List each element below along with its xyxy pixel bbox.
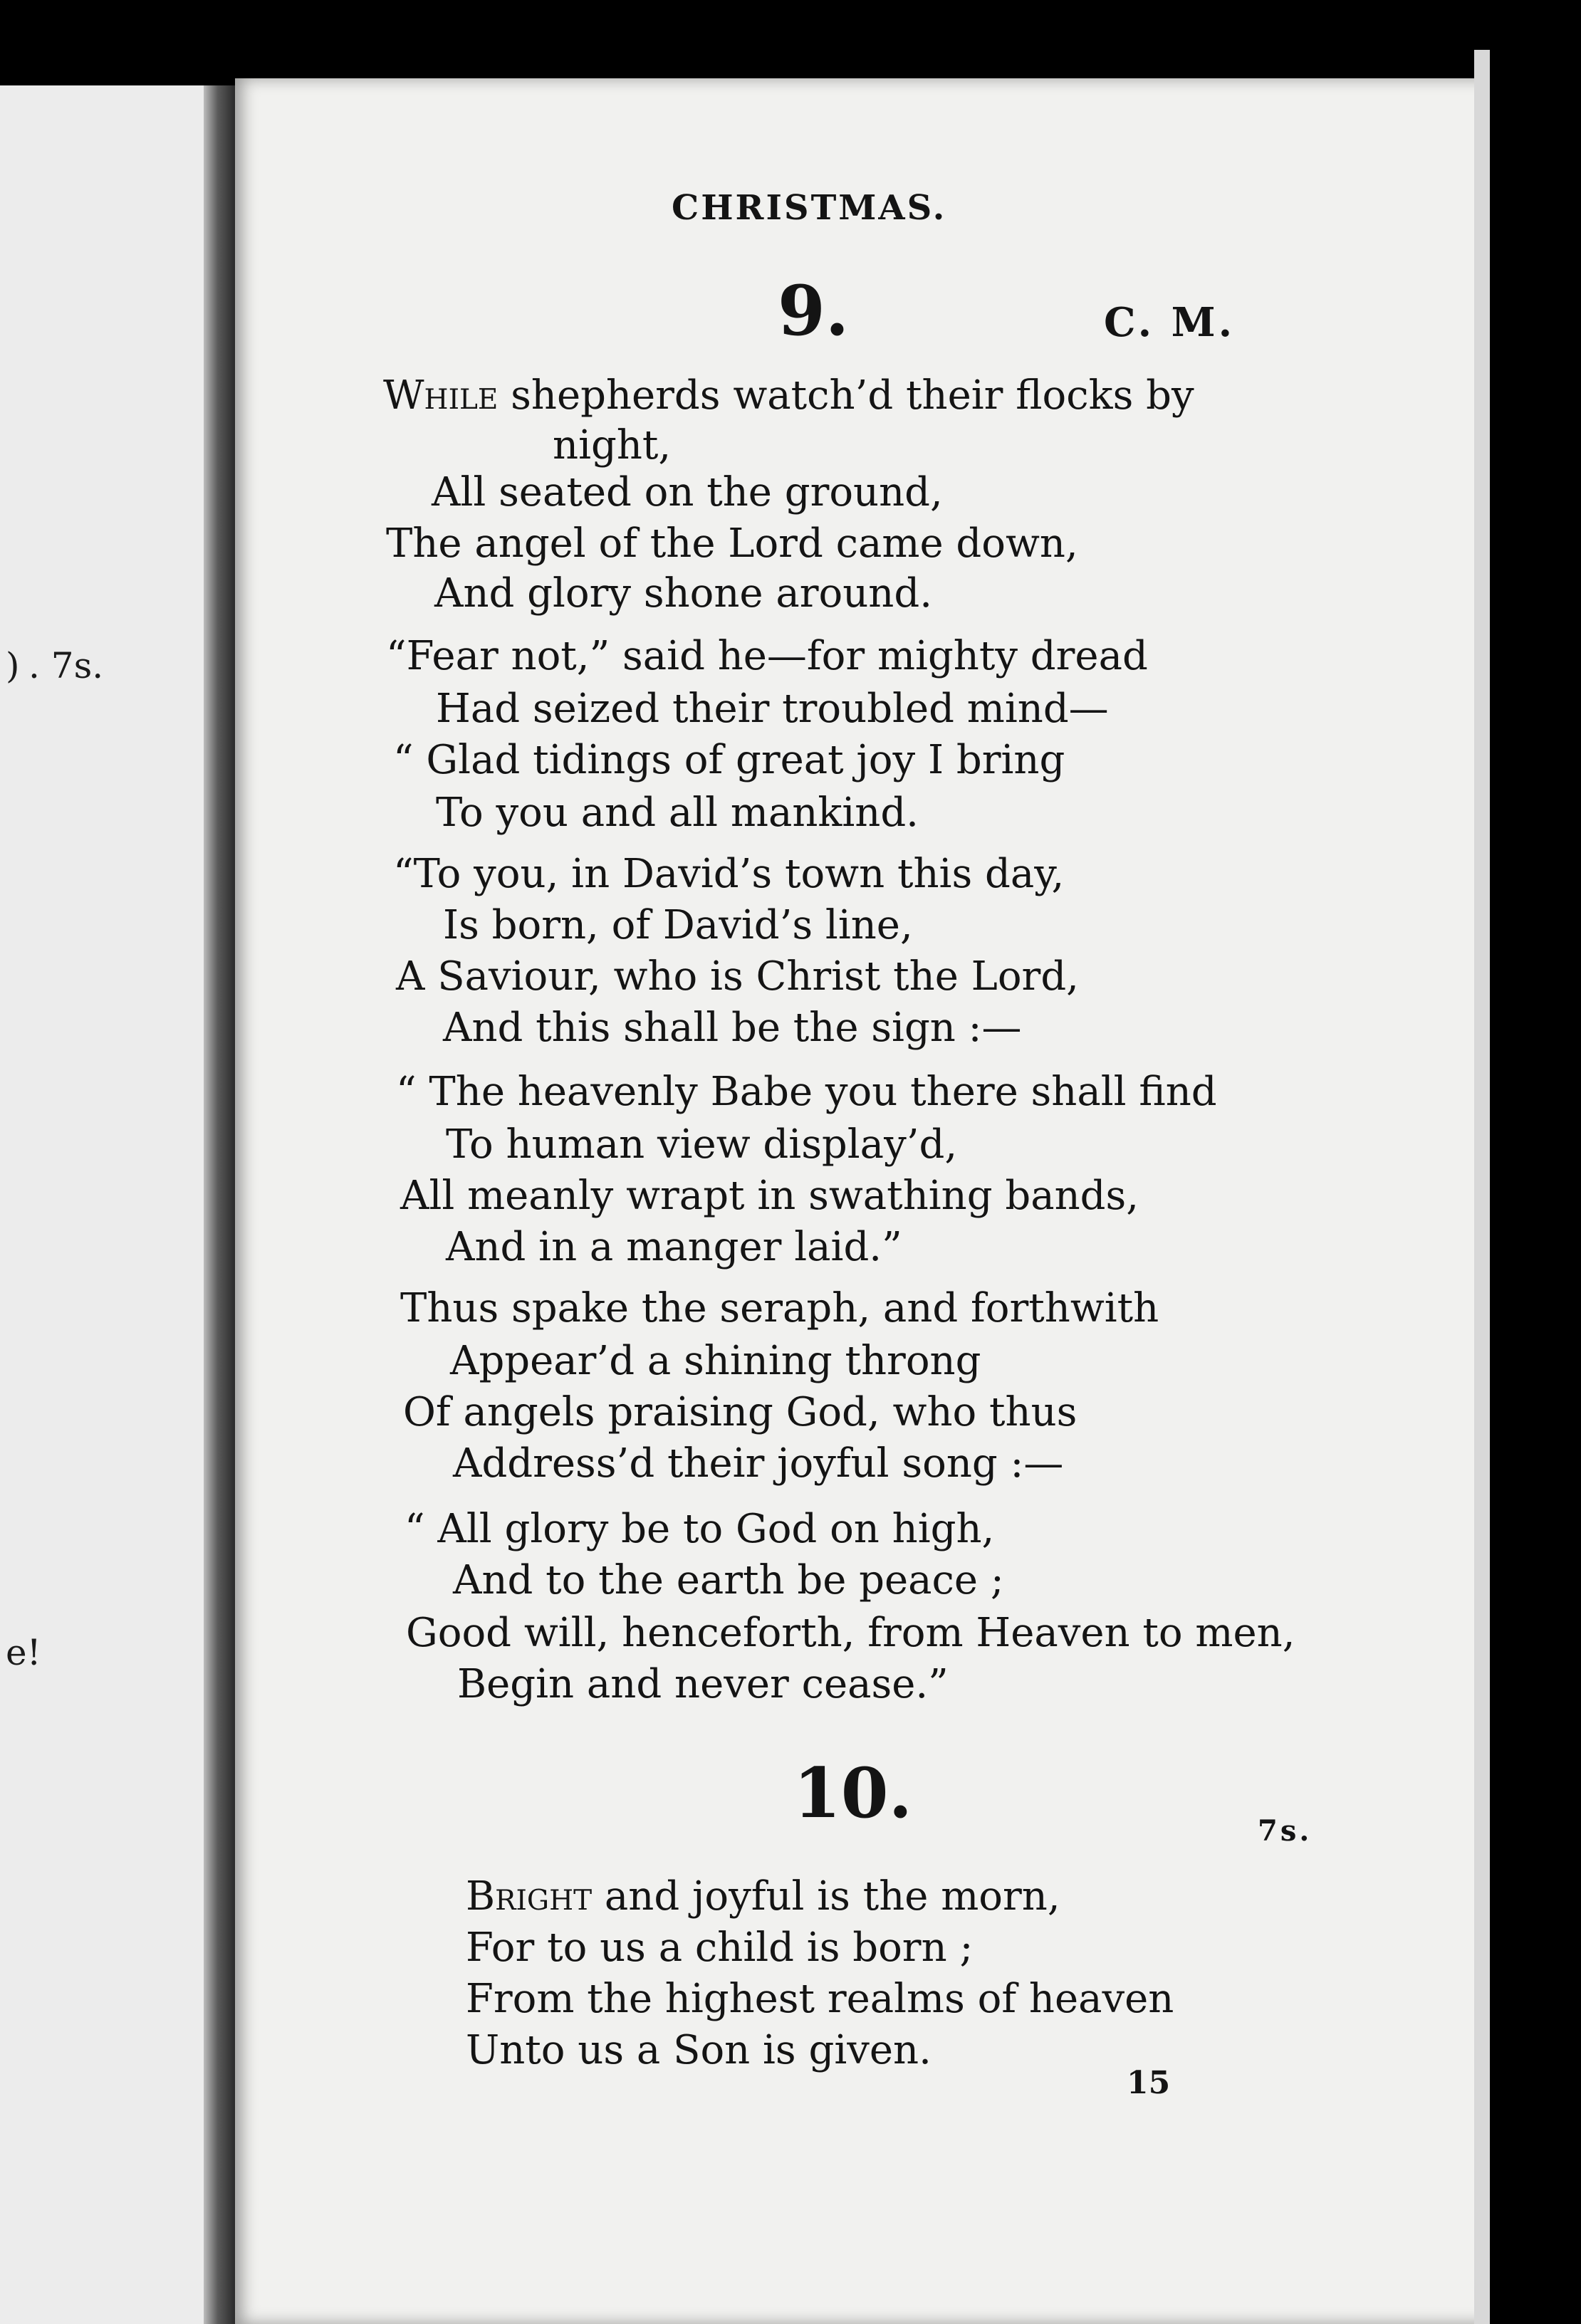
- hymn-line: Of angels praising God, who thus: [403, 1389, 1078, 1435]
- hymn-line: And in a manger laid.”: [446, 1224, 902, 1270]
- hymn-line: For to us a child is born ;: [466, 1925, 974, 1971]
- hymn-first-word: Bright: [466, 1873, 593, 1920]
- hymn-line: “Fear not,” said he—for mighty dread: [386, 633, 1148, 679]
- left-page-fragment: e!: [6, 1632, 41, 1673]
- hymn-line: Thus spake the seraph, and forthwith: [400, 1285, 1159, 1331]
- hymn-line: “ The heavenly Babe you there shall find: [396, 1069, 1217, 1115]
- hymn-line: [383, 372, 1194, 419]
- hymn-line: Unto us a Son is given.: [466, 2027, 932, 2073]
- hymn-line: “ Glad tidings of great joy I bring: [393, 737, 1065, 783]
- hymn-line: Is born, of David’s line,: [443, 902, 913, 948]
- hymn-line: To human view display’d,: [446, 1121, 958, 1168]
- hymn-meter: C. M.: [1104, 299, 1236, 346]
- hymn-line: night,: [553, 422, 672, 469]
- hymn-number: 9.: [778, 271, 850, 351]
- hymn-line-text: and joyful is the morn,: [604, 1873, 1060, 1920]
- hymn-line: A Saviour, who is Christ the Lord,: [396, 953, 1079, 1000]
- hymn-line: Address’d their joyful song :—: [453, 1440, 1064, 1487]
- hymn-line: Had seized their troubled mind—: [436, 686, 1109, 732]
- hymn-line: Begin and never cease.”: [457, 1661, 949, 1707]
- hymn-line-text: shepherds watch’d their flocks by: [511, 372, 1194, 419]
- page-number: 15: [1127, 2065, 1171, 2101]
- hymn-line: From the highest realms of heaven: [466, 1976, 1174, 2022]
- hymn-line: “To you, in David’s town this day,: [393, 851, 1065, 897]
- left-page-fragment: . 7s.: [28, 645, 104, 686]
- hymn-line: And glory shone around.: [434, 570, 933, 617]
- hymn-line: “ All glory be to God on high,: [405, 1506, 995, 1552]
- page-edge: [1474, 50, 1490, 2324]
- hymn-line: Good will, henceforth, from Heaven to men,: [406, 1610, 1295, 1656]
- book-gutter: [204, 85, 235, 2324]
- hymn-line: All meanly wrapt in swathing bands,: [400, 1173, 1139, 1219]
- hymn-line: [466, 1873, 1060, 1920]
- hymn-line: The angel of the Lord came down,: [386, 520, 1078, 567]
- hymn-line: And to the earth be peace ;: [453, 1557, 1004, 1603]
- hymn-line: And this shall be the sign :—: [443, 1005, 1022, 1051]
- hymn-line: Appear’d a shining throng: [450, 1338, 981, 1384]
- hymn-number: 10.: [793, 1753, 913, 1833]
- running-head: CHRISTMAS.: [672, 188, 947, 228]
- hymn-meter: 7s.: [1258, 1814, 1313, 1848]
- hymn-line: To you and all mankind.: [436, 790, 919, 836]
- left-page-fragment: ): [6, 645, 20, 686]
- left-facing-page: [0, 85, 214, 2324]
- hymn-line: All seated on the ground,: [432, 469, 943, 515]
- hymn-first-word: While: [383, 372, 499, 419]
